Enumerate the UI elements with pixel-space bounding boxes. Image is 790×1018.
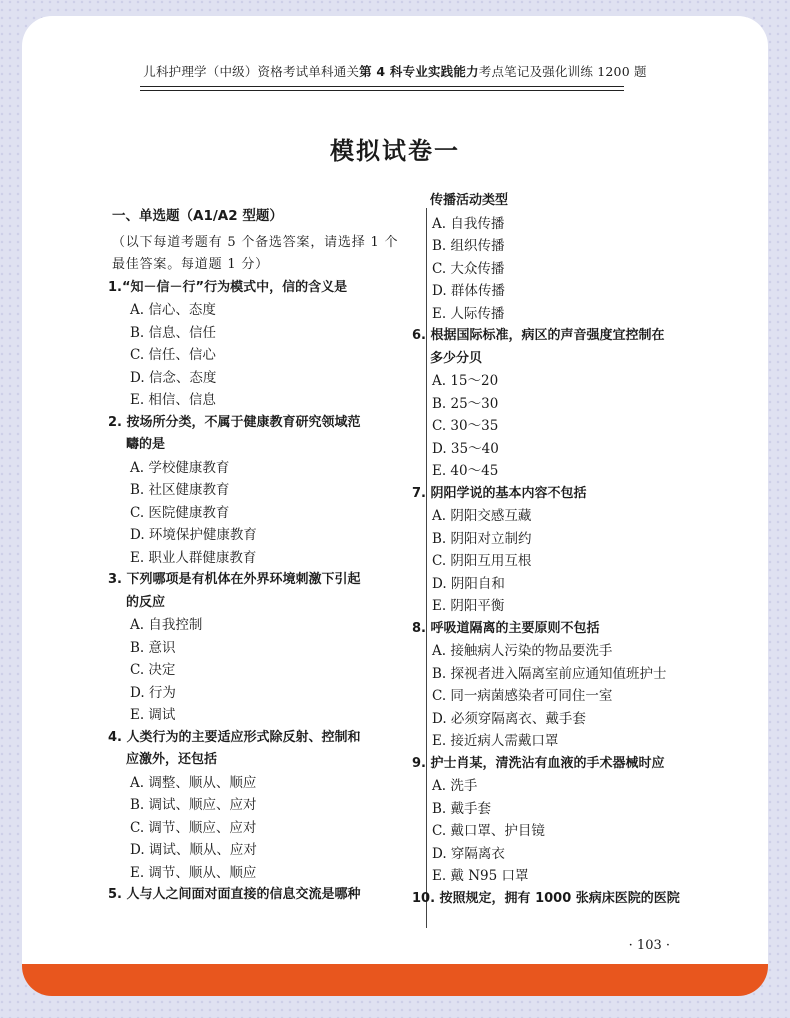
question-stem: 4. 人类行为的主要适应形式除反射、控制和 bbox=[108, 729, 361, 745]
answer-option: A. 洗手 bbox=[432, 778, 478, 794]
running-header-bold: 第 4 科专业实践能力 bbox=[359, 64, 479, 79]
answer-option: E. 调试 bbox=[130, 707, 176, 723]
answer-option: A. 15～20 bbox=[432, 373, 499, 389]
answer-option: B. 戴手套 bbox=[432, 800, 492, 817]
answer-option: D. 阴阳自和 bbox=[432, 575, 505, 592]
header-rule-thin bbox=[140, 90, 624, 91]
answer-option: C. 30～35 bbox=[432, 418, 499, 434]
answer-option: E. 40～45 bbox=[432, 463, 499, 479]
answer-option: E. 调节、顺从、顺应 bbox=[130, 864, 257, 881]
question-stem: 多少分贝 bbox=[430, 350, 483, 366]
answer-option: D. 35～40 bbox=[432, 440, 499, 457]
question-stem: 2. 按场所分类，不属于健康教育研究领域范 bbox=[108, 414, 361, 430]
answer-option: E. 职业人群健康教育 bbox=[130, 549, 257, 566]
answer-option: B. 阴阳对立制约 bbox=[432, 530, 532, 547]
answer-option: B. 组织传播 bbox=[432, 238, 505, 254]
question-stem: 6. 根据国际标准，病区的声音强度宜控制在 bbox=[412, 328, 665, 343]
answer-option: A. 自我传播 bbox=[432, 215, 505, 232]
section-instruction: 最佳答案。每道题 1 分） bbox=[112, 257, 269, 272]
answer-option: B. 调试、顺应、应对 bbox=[130, 797, 257, 813]
answer-option: B. 信息、信任 bbox=[130, 324, 217, 341]
answer-option: A. 学校健康教育 bbox=[130, 459, 230, 476]
question-stem: 3. 下列哪项是有机体在外界环境刺激下引起 bbox=[108, 572, 361, 587]
answer-option: C. 大众传播 bbox=[432, 260, 505, 277]
section-heading: 一、单选题（A1/A2 型题） bbox=[112, 208, 283, 224]
answer-option: C. 决定 bbox=[130, 662, 176, 678]
answer-option: C. 信任、信心 bbox=[130, 347, 216, 363]
answer-option: C. 调节、顺应、应对 bbox=[130, 819, 257, 836]
answer-option: B. 25～30 bbox=[432, 395, 499, 412]
answer-option: E. 人际传播 bbox=[432, 305, 505, 322]
running-header bbox=[22, 62, 768, 80]
question-stem: 8. 呼吸道隔离的主要原则不包括 bbox=[412, 620, 600, 636]
answer-option: E. 戴 N95 口罩 bbox=[432, 868, 529, 884]
footer-bar bbox=[22, 960, 768, 996]
answer-option: A. 阴阳交感互藏 bbox=[432, 508, 532, 524]
section-instruction: （以下每道考题有 5 个备选答案，请选择 1 个 bbox=[112, 234, 399, 250]
column-divider bbox=[426, 208, 427, 928]
question-stem: 1.“知－信－行”行为模式中，信的含义是 bbox=[108, 279, 348, 295]
question-stem: 疇的是 bbox=[126, 437, 166, 452]
answer-option: C. 同一病菌感染者可同住一室 bbox=[432, 688, 613, 704]
answer-option: B. 社区健康教育 bbox=[130, 482, 230, 498]
answer-option: D. 调试、顺从、应对 bbox=[130, 842, 257, 858]
answer-option: D. 群体传播 bbox=[432, 283, 505, 299]
answer-option: C. 戴口罩、护目镜 bbox=[432, 823, 545, 839]
question-stem: 的反应 bbox=[126, 594, 166, 610]
answer-option: D. 信念、态度 bbox=[130, 369, 217, 386]
running-header-post: 考点笔记及强化训练 1200 题 bbox=[478, 64, 647, 79]
answer-option: A. 信心、态度 bbox=[130, 302, 216, 318]
running-header-pre: 儿科护理学（中级）资格考试单科通关 bbox=[143, 64, 360, 79]
answer-option: B. 探视者进入隔离室前应通知值班护士 bbox=[432, 665, 667, 682]
question-stem: 10. 按照规定，拥有 1000 张病床医院的医院 bbox=[412, 890, 680, 906]
answer-option: C. 医院健康教育 bbox=[130, 504, 230, 521]
answer-option: E. 阴阳平衡 bbox=[432, 598, 505, 614]
page-number: · 103 · bbox=[628, 938, 670, 953]
answer-option: D. 必须穿隔离衣、戴手套 bbox=[432, 710, 586, 727]
answer-option: C. 阴阳互用互根 bbox=[432, 553, 532, 569]
answer-option: A. 自我控制 bbox=[130, 617, 203, 633]
question-stem: 5. 人与人之间面对面直接的信息交流是哪种 bbox=[108, 887, 361, 902]
answer-option: D. 环境保护健康教育 bbox=[130, 527, 257, 543]
answer-option: D. 穿隔离衣 bbox=[432, 845, 505, 862]
answer-option: E. 相信、信息 bbox=[130, 392, 216, 408]
question-stem: 应激外，还包括 bbox=[126, 752, 218, 767]
answer-option: B. 意识 bbox=[130, 639, 176, 656]
question-stem: 传播活动类型 bbox=[430, 193, 509, 208]
header-rule bbox=[140, 86, 624, 87]
question-stem: 9. 护士肖某，清洗沾有血液的手术器械时应 bbox=[412, 755, 665, 771]
page-title: 模拟试卷一 bbox=[330, 136, 460, 165]
answer-option: D. 行为 bbox=[130, 684, 176, 701]
answer-option: A. 接触病人污染的物品要洗手 bbox=[432, 643, 613, 659]
question-stem: 7. 阴阳学说的基本内容不包括 bbox=[412, 485, 587, 501]
answer-option: E. 接近病人需戴口罩 bbox=[432, 733, 559, 749]
answer-option: A. 调整、顺从、顺应 bbox=[130, 774, 257, 791]
